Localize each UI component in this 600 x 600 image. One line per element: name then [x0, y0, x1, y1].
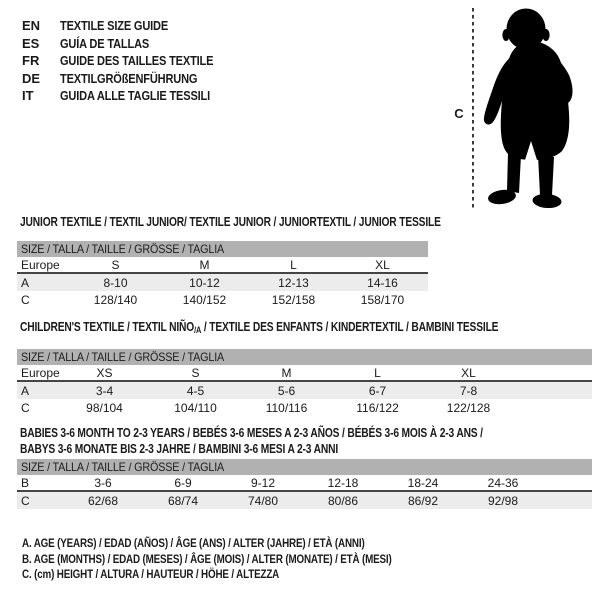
size-cell: S — [111, 257, 120, 272]
value-cell: 80/86 — [327, 493, 359, 508]
value-cell: 104/110 — [174, 400, 217, 415]
height-dashed-line — [472, 8, 474, 209]
value-cell: 92/98 — [487, 493, 519, 508]
baby-silhouette-icon — [481, 5, 598, 211]
size-cell: L — [290, 257, 297, 272]
figure-measure-label-c: C — [454, 106, 464, 121]
language-label: TEXTILGRÖßENFÜHRUNG — [60, 70, 198, 86]
value-cell: 10-12 — [189, 275, 220, 290]
footnotes — [22, 536, 473, 583]
table-row-height — [17, 399, 592, 416]
value-cell: 3-4 — [95, 383, 114, 398]
value-cell: 158/170 — [360, 292, 405, 307]
size-cell: XL — [375, 257, 390, 272]
value-cell: 86/92 — [407, 493, 439, 508]
value-cell: 12-18 — [327, 475, 359, 490]
table-row-height — [17, 492, 592, 509]
size-cell: L — [374, 365, 381, 380]
row-label: Europe — [21, 365, 60, 380]
junior-section-title: JUNIOR TEXTILE / TEXTIL JUNIOR/ TEXTILE JUNIOR / JUNIORTEXTIL / JUNIOR TESSILE — [20, 215, 441, 229]
babies-size-table — [17, 459, 592, 509]
value-cell: 7-8 — [459, 383, 478, 398]
value-cell: 116/122 — [356, 400, 399, 415]
language-row-fr — [22, 52, 240, 70]
table-row-age-months — [17, 475, 592, 492]
value-cell: 110/116 — [265, 400, 308, 415]
table-row-height — [17, 291, 428, 308]
language-code: DE — [22, 70, 41, 86]
value-cell: 6-7 — [368, 383, 387, 398]
table-row-age — [17, 274, 428, 291]
row-label: C — [21, 493, 30, 508]
value-cell: 140/152 — [182, 292, 227, 307]
table-row-age — [17, 382, 592, 399]
value-cell: 5-6 — [277, 383, 296, 398]
size-cell: S — [191, 365, 200, 380]
row-label: Europe — [21, 257, 60, 272]
row-label: A — [21, 383, 30, 398]
babies-section-title: BABIES 3-6 MONTH TO 2-3 YEARS / BEBÉS 3-6 MESES A 2-3 AÑOS / BÉBÉS 3-6 MOIS À 2-3 ANS / BABYS 3-6 MONATE BIS 2-3 JAHRE / BAMBINI 3-6 MESI A 2-3 ANNI — [20, 426, 483, 456]
table-row-europe — [17, 365, 592, 382]
row-label: C — [21, 292, 30, 307]
language-label: GUIDE DES TAILLES TEXTILE — [60, 53, 214, 68]
value-cell: 4-5 — [186, 383, 205, 398]
value-cell: 24-36 — [487, 475, 519, 490]
size-cell: XS — [96, 365, 113, 380]
value-cell: 74/80 — [247, 493, 279, 508]
footnote-c: C. (cm) HEIGHT / ALTURA / HAUTEUR / HÖHE / ALTEZZA — [22, 567, 280, 581]
size-cell: M — [281, 365, 292, 380]
language-row-it — [22, 87, 240, 105]
value-cell: 6-9 — [174, 475, 192, 490]
footnote-b: B. AGE (MONTHS) / EDAD (MESES) / ÂGE (MOIS) / ALTER (MONATE) / ETÀ (MESI) — [22, 551, 392, 566]
children-size-table — [17, 349, 592, 416]
language-label: GUIDA ALLE TAGLIE TESSILI — [60, 88, 211, 103]
footnote-a: A. AGE (YEARS) / EDAD (AÑOS) / ÂGE (ANS) / ALTER (JAHRE) / ETÀ (ANNI) — [22, 536, 365, 550]
language-label: TEXTILE SIZE GUIDE — [60, 18, 169, 33]
value-cell: 18-24 — [407, 475, 439, 490]
language-code: IT — [22, 88, 34, 103]
language-row-de — [22, 70, 240, 88]
value-cell: 128/140 — [93, 292, 138, 307]
size-cell: XL — [461, 365, 476, 380]
row-label: C — [21, 400, 30, 415]
language-row-es — [22, 35, 240, 53]
language-list — [22, 17, 240, 105]
row-label: A — [21, 275, 30, 290]
value-cell: 152/158 — [271, 292, 316, 307]
row-label: B — [21, 475, 30, 490]
size-cell: M — [199, 257, 210, 272]
language-label: GUÍA DE TALLAS — [60, 35, 150, 51]
value-cell: 9-12 — [250, 475, 276, 490]
language-code: ES — [22, 35, 40, 51]
value-cell: 3-6 — [94, 475, 112, 490]
language-code: FR — [22, 53, 40, 68]
children-section-title: CHILDREN'S TEXTILE / TEXTIL $NIÑO_{/A}$ / TEXTILE DES ENFANTS / KINDERTEXTIL / BAMBINI TESSILE — [20, 320, 499, 335]
value-cell: 62/68 — [87, 493, 119, 508]
value-cell: 68/74 — [167, 493, 199, 508]
value-cell: 14-16 — [367, 275, 398, 290]
size-header-bar: SIZE / TALLA / TAILLE / GRÖSSE / TAGLIA — [17, 241, 428, 257]
value-cell: 98/104 — [86, 400, 123, 415]
language-row-en — [22, 17, 240, 35]
size-header-bar: SIZE / TALLA / TAILLE / GRÖSSE / TAGLIA — [17, 459, 592, 475]
size-header-bar: SIZE / TALLA / TAILLE / GRÖSSE / TAGLIA — [17, 349, 592, 365]
table-row-europe — [17, 257, 428, 274]
value-cell: 8-10 — [103, 275, 128, 290]
language-code: EN — [22, 18, 41, 33]
value-cell: 12-13 — [278, 275, 309, 290]
junior-size-table — [17, 241, 428, 308]
value-cell: 122/128 — [446, 400, 491, 415]
